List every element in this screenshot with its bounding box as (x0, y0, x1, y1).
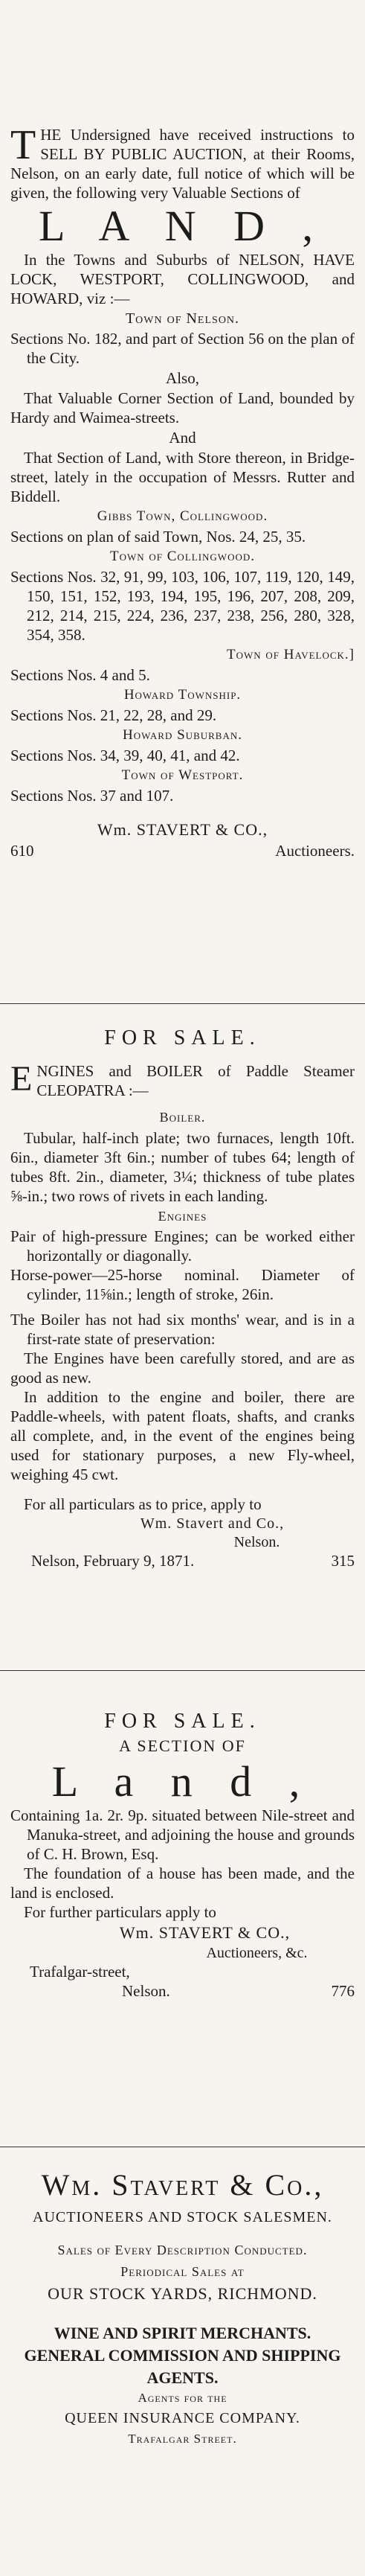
wine-merchants: WINE AND SPIRIT MERCHANTS. (54, 2324, 311, 2342)
boiler-wear-text: The Boiler has not had six months' wear, and is in a first-rate state of preservation: (10, 1311, 355, 1348)
agents-text: AGENTS. (146, 2368, 219, 2387)
auction-advert (10, 122, 355, 860)
land-street: Trafalgar-street, (30, 1963, 130, 1981)
store-section-text: That Section of Land, with Store thereon, in Bridge-street, lately in the occupation of Messrs. Rutter and Biddell. (10, 449, 355, 505)
engines-heading: Engines (158, 1209, 207, 1224)
nelson-sections: Sections No. 182, and part of Section 56 on the plan of the City. (10, 330, 355, 367)
auction-role: Auctioneers. (275, 842, 355, 860)
containing-text: Containing 1a. 2r. 9p. situated between Nile-street and Manuka-street, and adjoining the house and grounds of C. H. Brown, Esq. (10, 1806, 355, 1863)
spacer (10, 2306, 355, 2322)
collingwood-sections: Sections Nos. 32, 91, 99, 103, 106, 107, 119, 120, 149, 150, 151, 152, 193, 194, 195, 196, 207, 208, 209, 212, 214, 215, 224, 236, 237, 238, 256, 280, 328, 354, 358. (10, 568, 355, 644)
land-heading: L a n d , (51, 1757, 314, 1806)
auction-footer (10, 841, 355, 860)
corner-section-text: That Valuable Corner Section of Land, bounded by Hardy and Waimea-streets. (10, 389, 355, 426)
land-role: Auctioneers, &c. (206, 1945, 308, 1961)
havelock-sections: Sections Nos. 4 and 5. (10, 666, 150, 684)
divider (0, 1003, 365, 1004)
howard-township-heading: Howard Township. (123, 687, 242, 703)
gibbs-town-heading: Gibbs Town, Collingwood. (97, 508, 268, 524)
stock-yards-text: OUR STOCK YARDS, RICHMOND. (48, 2284, 317, 2303)
land-footer (10, 1981, 355, 2001)
boiler-description: Tubular, half-inch plate; two furnaces, length 10ft. 6in., diameter 3ft 6in.; number of tubes 64; length of tubes 8ft. 2in., diameter, 3¼; thickness of tube plates ⅝-in.; two rows of rivets in each landing. (10, 1129, 355, 1205)
and-text: And (169, 429, 196, 447)
insurance-company: QUEEN INSURANCE COMPANY. (65, 2410, 300, 2426)
town-nelson-heading: Town of Nelson. (125, 310, 240, 327)
firm-advert (10, 2164, 355, 2449)
engines-description: Pair of high-pressure Engines; can be worked either horizontally or diagonally. (10, 1227, 355, 1265)
spacer (10, 2228, 355, 2239)
suburban-sections: Sections Nos. 34, 39, 40, 41, and 42. (10, 747, 240, 764)
addition-text: In addition to the engine and boiler, there are Paddle-wheels, with patent floats, shafts, and cranks all complete, and, in the event of the engines being used for stationary purposes, a new Fly-wheel, weighing 45 cwt. (10, 1388, 355, 1483)
auction-intro-text: HE Undersigned have received instructions to SELL BY PUBLIC AUCTION, at their Rooms, Nelson, on an early date, full notice of which will be given, the following very Valuable Sections of (10, 126, 355, 202)
westport-heading: Town of Westport. (121, 767, 244, 783)
westport-sections: Sections Nos. 37 and 107. (10, 787, 174, 805)
land-heading: L A N D , (38, 202, 327, 250)
howard-sections: Sections Nos. 21, 22, 28, and 29. (10, 706, 217, 724)
general-commission: GENERAL COMMISSION AND SHIPPING (24, 2346, 341, 2365)
havelock-heading: Town of Havelock.] (227, 647, 355, 662)
engines-advert (10, 1026, 355, 1570)
drop-cap-t: T (10, 122, 36, 168)
land-signature: Wm. STAVERT & CO., (119, 1923, 291, 1942)
foundation-text: The foundation of a house has been made, and the land is enclosed. (10, 1864, 355, 1902)
horse-power-text: Horse-power—25-horse nominal. Diameter of cylinder, 11⅝in.; length of stroke, 26in. (10, 1266, 355, 1303)
firm-name: Wm. Stavert & Co., (41, 2168, 324, 2202)
towns-text: In the Towns and Suburbs of NELSON, HAVE LOCK, WESTPORT, COLLINGWOOD, and HOWARD, viz :— (10, 251, 355, 307)
firm-trade: AUCTIONEERS AND STOCK SALESMEN. (33, 2209, 332, 2225)
section-of-heading: A SECTION OF (119, 1736, 246, 1755)
collingwood-heading: Town of Collingwood. (109, 549, 255, 564)
engines-date: Nelson, February 9, 1871. (31, 1552, 195, 1570)
for-sale-heading: FOR SALE. (104, 1026, 261, 1049)
periodical-text: Periodical Sales at (120, 2264, 245, 2279)
land-place: Nelson. (122, 1982, 170, 2000)
land-number: 776 (331, 1982, 355, 2000)
engines-title-text: NGINES and BOILER of Paddle Steamer CLEOPATRA :— (36, 1062, 355, 1099)
auction-signature: Wm. STAVERT & CO., (97, 820, 268, 839)
apply-text: For all particulars as to price, apply to (24, 1495, 262, 1513)
apply-text: For further particulars apply to (24, 1903, 216, 1921)
engines-footer (10, 1551, 355, 1570)
trafalgar-street: Trafalgar Street. (128, 2432, 237, 2446)
howard-suburban-heading: Howard Suburban. (122, 727, 243, 743)
sales-text: Sales of Every Description Conducted. (57, 2243, 308, 2257)
gibbs-sections: Sections on plan of said Town, Nos. 24, 25, 35. (10, 528, 306, 546)
drop-cap-e: E (10, 1059, 33, 1099)
land-advert (10, 1709, 355, 2001)
engines-title (10, 1061, 355, 1100)
engines-signature: Wm. Stavert and Co., (140, 1515, 285, 1532)
also-text: Also, (166, 369, 199, 387)
boiler-heading: Boiler. (159, 1110, 206, 1125)
auction-intro (10, 122, 355, 202)
engines-care-text: The Engines have been carefully stored, and are as good as new. (10, 1349, 355, 1387)
auction-number: 610 (10, 842, 34, 860)
agents-for-text: Agents for the (138, 2391, 227, 2405)
for-sale-heading: FOR SALE. (104, 1710, 261, 1733)
divider (0, 1670, 365, 1671)
engines-number: 315 (331, 1552, 355, 1570)
engines-place: Nelson. (233, 1534, 280, 1550)
